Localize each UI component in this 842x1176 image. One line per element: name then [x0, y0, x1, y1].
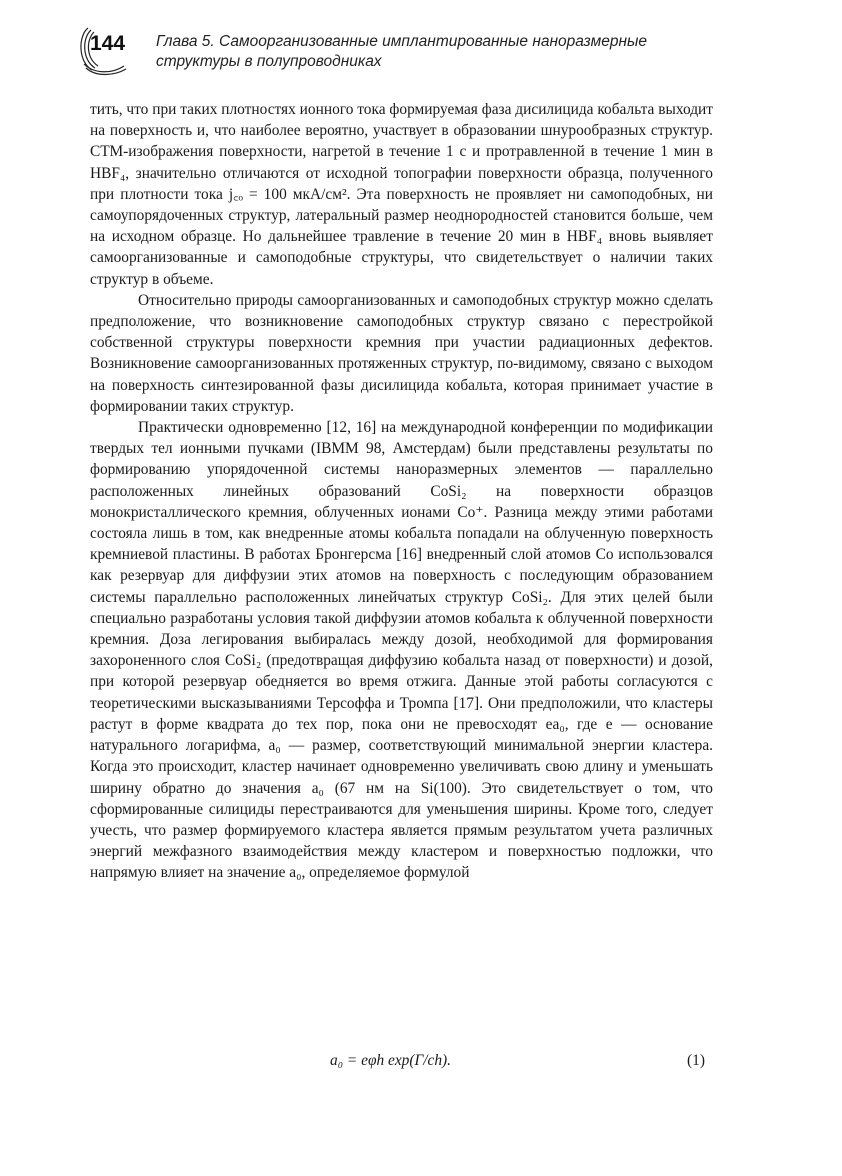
- paragraph-2: Относительно природы самоорганизованных и самоподобных структур можно сделать предположение, что возникновение самоподобных структур связано с перестройкой собственной структуры поверхности кремния при участии радиационных дефектов. Возникновение самоорганизованных протяженных структур, по-видимому, связано с выходом на поверхность синтезированной фазы дисилицида кобальта, которая принимает участие в формировании таких структур.: [90, 291, 713, 415]
- equation: [90, 1052, 713, 1076]
- running-head: [156, 32, 647, 72]
- page-header: [76, 22, 776, 82]
- paragraph-1: тить, что при таких плотностях ионного тока формируемая фаза дисилицида кобальта выходит на поверхность и, что наиболее вероятно, участвует в образовании шнурообразных структур. СТМ-изображения поверхности, нагретой в течение 1 с и протравленной в течение 1 мин в HBF₄, значительно отличаются от исходной топографии поверхности образца, полученного при плотности тока j꜀ₒ = 100 мкА/см². Эта поверхность не проявляет ни самоподобных, ни самоупорядоченных структур, латеральный размер неоднородностей становится больше, чем на исходном образце. Но дальнейшее травление в течение 20 мин в HBF₄ вновь выявляет самоорганизованные и самоподобные структуры, что свидетельствует о наличии таких структур в объеме.: [90, 101, 713, 288]
- running-head-line-1: Глава 5. Самоорганизованные имплантированные наноразмерные: [156, 33, 648, 50]
- body-text: [90, 99, 713, 884]
- equation-expression: a₀ = eφh exp(Γ/ch).: [330, 1052, 452, 1069]
- page-number: 144: [90, 32, 126, 55]
- paragraph-3: Практически одновременно [12, 16] на международной конференции по модификации твердых тел ионными пучками (IBMM 98, Амстердам) были представлены результаты по формированию упорядоченной системы наноразмерных элементов — параллельно расположенных линейных образований CoSi₂ на поверхности образцов монокристаллического кремния, облученных ионами Co⁺. Разница между этими работами состояла лишь в том, как внедренные атомы кобальта попадали на облученную поверхность кремниевой пластины. В работах Бронгерсма [16] внедренный слой атомов Co использовался как резервуар для диффузии этих атомов на поверхность с последующим образованием системы параллельно расположенных линейчатых структур CoSi₂. Для этих целей были специально разработаны условия такой диффузии атомов кобальта к облученной поверхности кремния. Доза легирования выбиралась между дозой, необходимой для формирования захороненного слоя CoSi₂ (предотвращая диффузию кобальта назад от поверхности) и дозой, при которой резервуар обедняется во время отжига. Данные этой работы согласуются с теоретическими высказываниями Терсоффа и Тромпа [17]. Они предположили, что кластеры растут в форме квадрата до тех пор, пока они не превосходят ea₀, где e — основание натурального логарифма, a₀ — размер, соответствующий минимальной энергии кластера. Когда это происходит, кластер начинает одновременно увеличивать свою длину и уменьшать ширину обратно до значения a₀ (67 нм на Si(100). Это свидетельствует о том, что сформированные силициды перестраиваются для уменьшения ширины. Кроме того, следует учесть, что размер формируемого кластера является прямым результатом учета различных энергий межфазного взаимодействия между кластером и поверхностью подложки, что напрямую влияет на значение a₀, определяемое формулой: [90, 419, 713, 882]
- equation-number: (1): [687, 1052, 705, 1069]
- running-head-line-2: структуры в полупроводниках: [156, 53, 382, 70]
